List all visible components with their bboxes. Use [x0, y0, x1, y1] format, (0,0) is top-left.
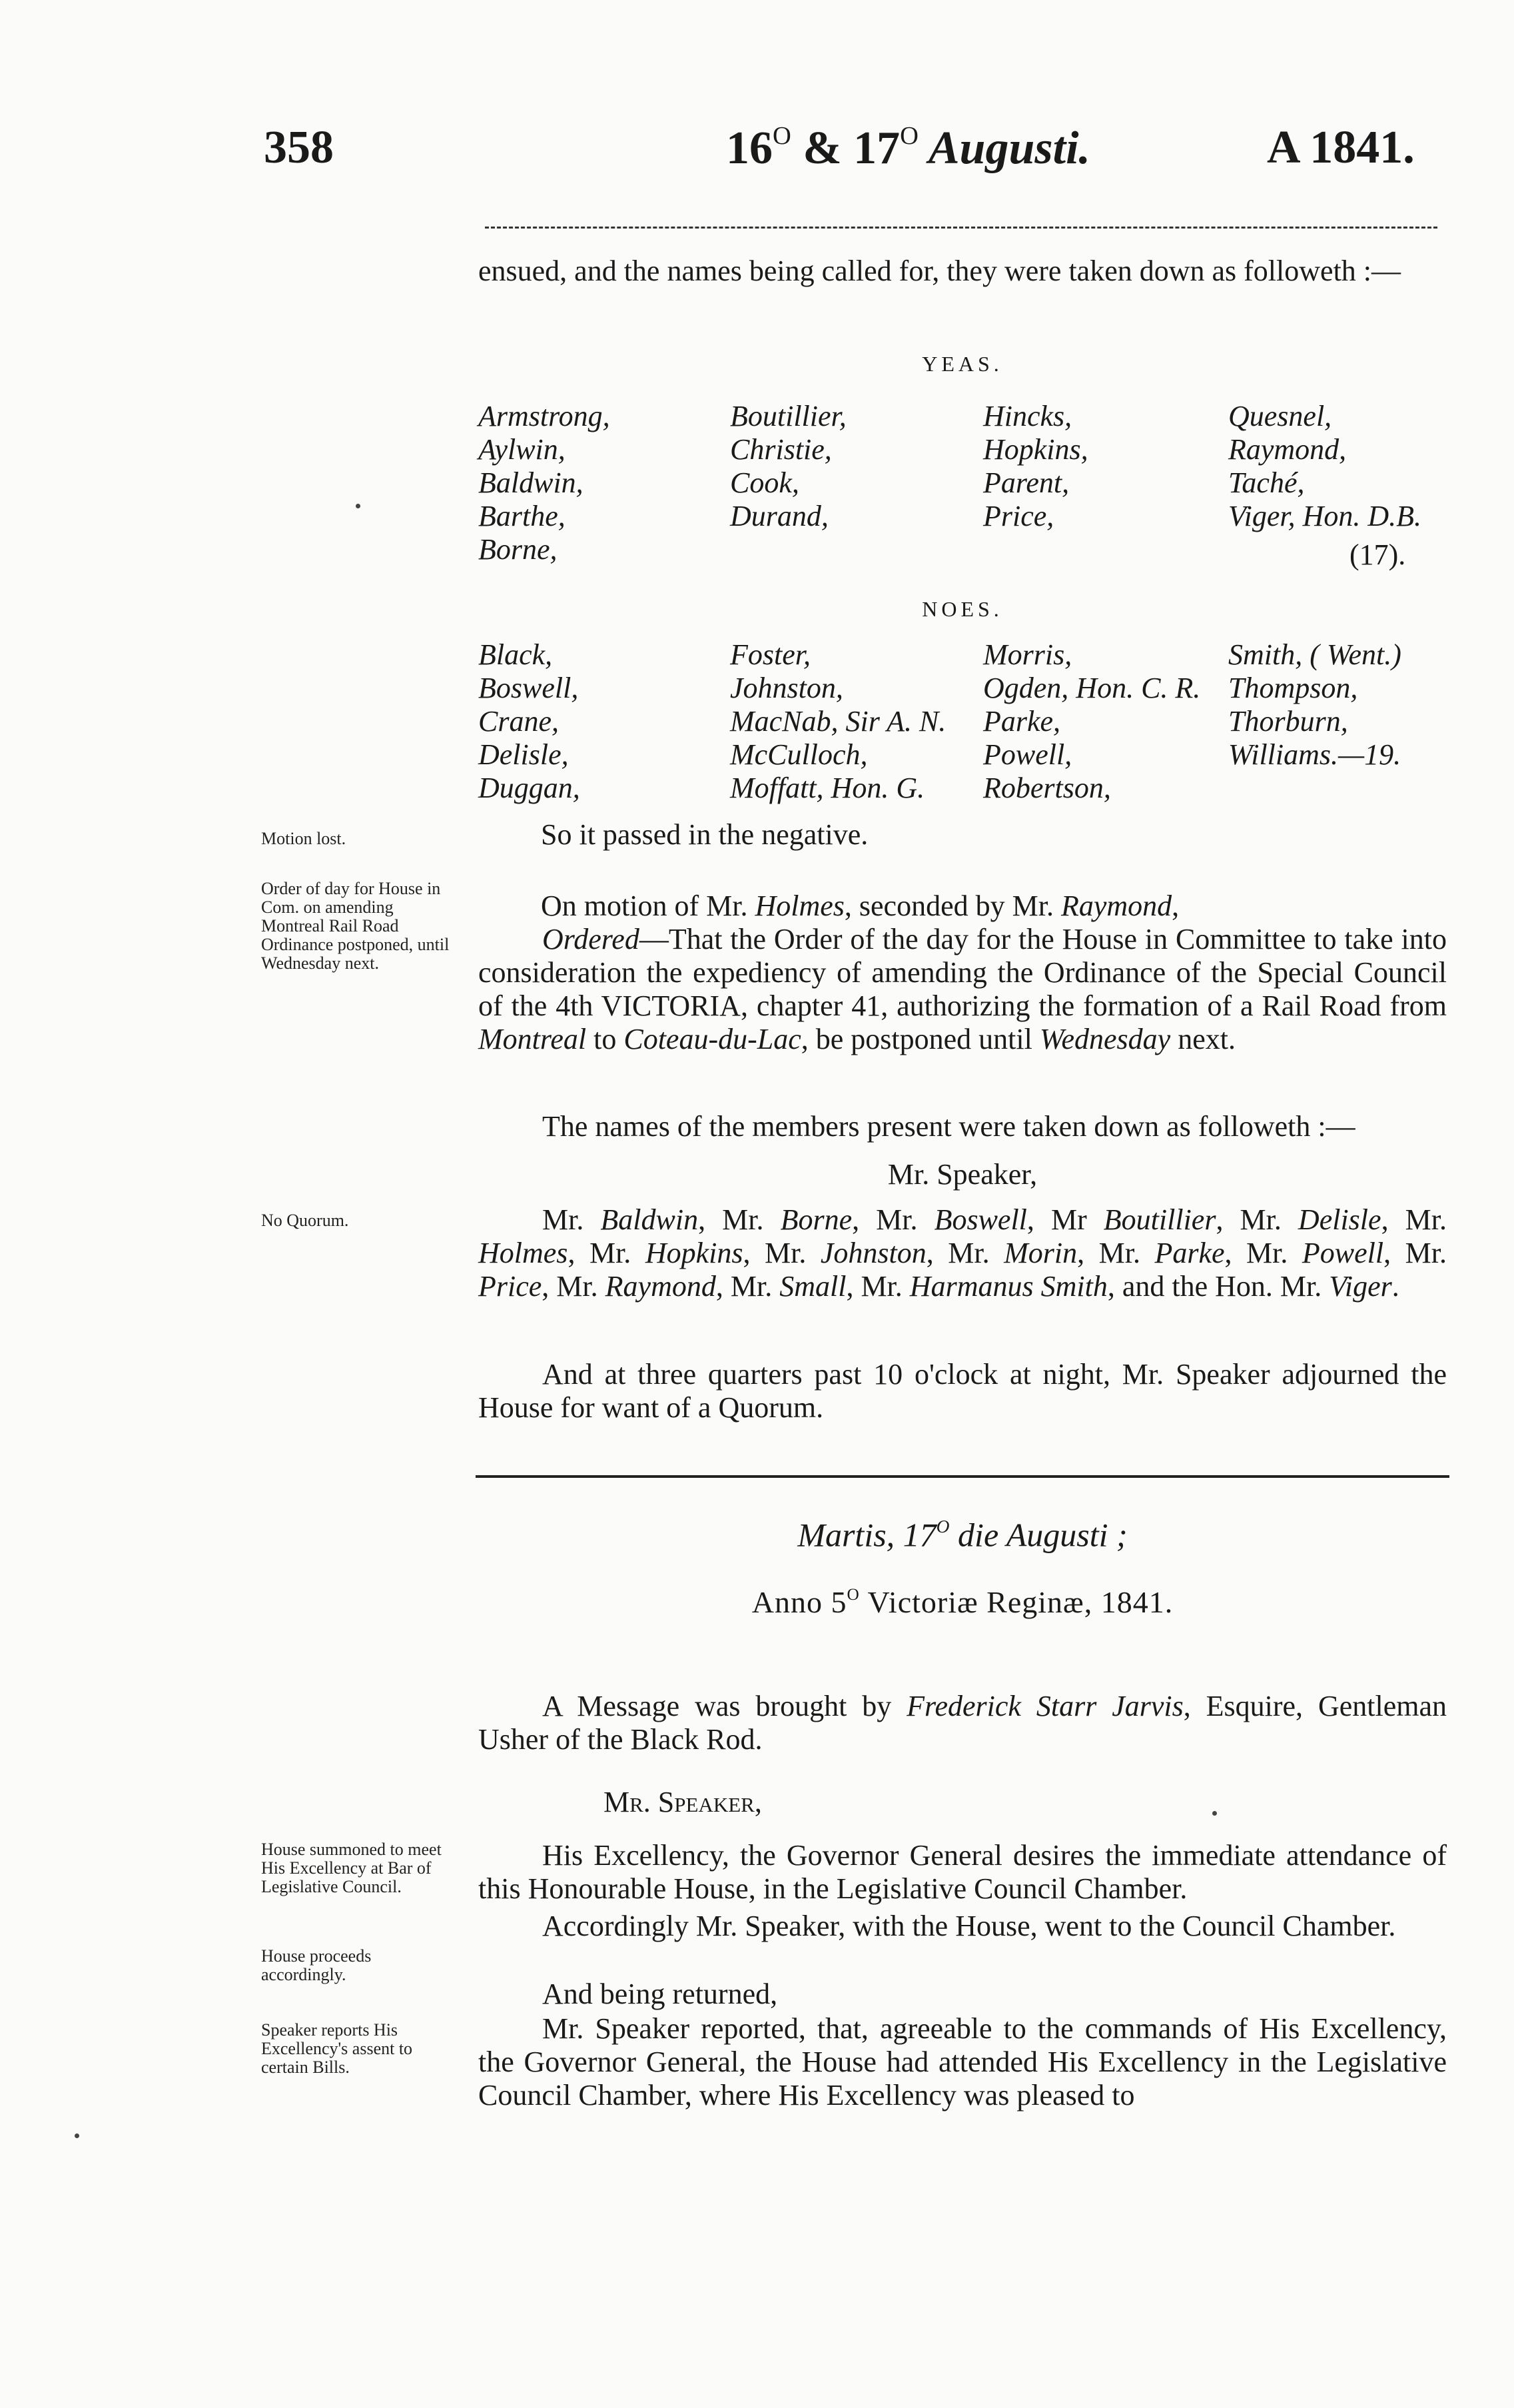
running-year: A 1841. [1267, 122, 1415, 173]
section-rule [476, 1475, 1449, 1478]
regnal-year-b: Victoriæ Reginæ, 1841. [859, 1584, 1174, 1619]
place-coteau: Coteau-du-Lac [623, 1023, 801, 1055]
header-rule [485, 227, 1437, 229]
noes-table [478, 638, 1447, 812]
regnal-year-sup: O [847, 1585, 860, 1604]
margin-note-house-proceeds: House proceeds accordingly. [261, 1946, 372, 1984]
message-text: A Message was brought by [542, 1690, 907, 1722]
member-present-name: Boswell [934, 1203, 1027, 1236]
yea-member-name: Armstrong, [478, 400, 610, 432]
member-present-name: Delisle [1298, 1203, 1381, 1236]
members-list [478, 1203, 1447, 1303]
yeas-count: (17). [1349, 538, 1406, 571]
noe-member-name: McCulloch, [730, 738, 868, 771]
member-present-name: Viger [1329, 1270, 1392, 1303]
yea-member-name: Barthe, [478, 500, 566, 532]
member-present-name: Johnston [820, 1237, 927, 1269]
noe-member-name: Morris, [983, 638, 1072, 671]
member-present-name: Borne [780, 1203, 853, 1236]
noe-member-name: Ogden, Hon. C. R. [983, 672, 1201, 704]
date-conjunction: & [791, 122, 854, 174]
noe-member-name: Williams.—19. [1228, 738, 1401, 771]
members-separator: Mr. [542, 1203, 601, 1236]
members-separator: , and the Hon. Mr. [1107, 1270, 1329, 1303]
members-separator: , Mr. [743, 1237, 821, 1269]
message-text: , Esquire, Gentleman Usher of the Black Rod. [478, 1690, 1447, 1756]
reported-paragraph: Mr. Speaker reported, that, agreeable to the commands of His Excellency, the Governor General, the House had attended His Excellency in the Legislative Council Chamber, where His Excellency was pleased to [478, 2012, 1447, 2111]
day-title-a: Martis, 17 [797, 1516, 937, 1554]
yea-member-name: Baldwin, [478, 466, 583, 499]
members-separator: . [1391, 1270, 1399, 1303]
motion-text: , seconded by Mr. [844, 890, 1061, 922]
yea-member-name: Aylwin, [478, 433, 566, 466]
motion-line [541, 890, 1447, 923]
yea-member-name: Viger, Hon. D.B. [1228, 500, 1422, 532]
members-separator: , Mr. [1383, 1237, 1447, 1269]
date-day-1: 16 [726, 122, 773, 174]
day-wednesday: Wednesday [1039, 1023, 1171, 1055]
margin-note-motion-lost: Motion lost. [261, 829, 346, 848]
member-present-name: Hopkins [645, 1237, 743, 1269]
ordered-text: next. [1170, 1023, 1236, 1055]
members-separator: , Mr. [852, 1203, 935, 1236]
date-sup-2: O [900, 122, 919, 150]
ordered-paragraph [478, 923, 1447, 1056]
member-present-name: Baldwin [600, 1203, 699, 1236]
messenger-name: Frederick Starr Jarvis [907, 1690, 1184, 1722]
yea-member-name: Hopkins, [983, 433, 1088, 466]
noes-heading: NOES. [922, 597, 1003, 621]
ordered-word: Ordered [542, 923, 639, 955]
members-separator: , Mr. [568, 1237, 645, 1269]
noe-member-name: Johnston, [730, 672, 843, 704]
margin-note-order-postponed: Order of day for House in Com. on amending Montreal Rail Road Ordinance postponed, until Wednesday next. [261, 879, 450, 973]
date-month: Augusti. [918, 122, 1091, 174]
adjourn-paragraph: And at three quarters past 10 o'clock at night, Mr. Speaker adjourned the House for want of a Quorum. [478, 1358, 1447, 1424]
members-separator: , Mr. [542, 1270, 605, 1303]
noe-member-name: Delisle, [478, 738, 569, 771]
noe-member-name: Smith, ( Went.) [1228, 638, 1401, 671]
members-separator: , Mr. [926, 1237, 1004, 1269]
noe-member-name: Black, [478, 638, 553, 671]
yea-member-name: Parent, [983, 466, 1070, 499]
yea-member-name: Quesnel, [1228, 400, 1332, 432]
yea-member-name: Boutillier, [730, 400, 847, 432]
noe-member-name: Thompson, [1228, 672, 1358, 704]
running-title [726, 121, 1090, 175]
yea-member-name: Cook, [730, 466, 799, 499]
margin-note-no-quorum: No Quorum. [261, 1211, 349, 1230]
regnal-year-a: Anno 5 [751, 1584, 847, 1619]
members-separator: , Mr. [1077, 1237, 1155, 1269]
noe-member-name: Robertson, [983, 772, 1111, 804]
ordered-text: —That the Order of the day for the House in Committee to take into consideration the expediency of amending the Ordinance of the Special Council of the 4th VICTORIA, chapter 41, authorizing the formation of a Rail Road from [478, 923, 1447, 1022]
member-present-name: Raymond [605, 1270, 716, 1303]
noe-member-name: Duggan, [478, 772, 580, 804]
margin-note-speaker-reports: Speaker reports His Excellency's assent to certain Bills. [261, 2020, 413, 2077]
noe-member-name: Powell, [983, 738, 1072, 771]
members-separator: , Mr. [1216, 1203, 1298, 1236]
noe-member-name: Moffatt, Hon. G. [730, 772, 925, 804]
members-separator: , Mr. [846, 1270, 910, 1303]
noe-member-name: Crane, [478, 705, 559, 738]
noe-member-name: Foster, [730, 638, 811, 671]
member-present-name: Holmes [478, 1237, 568, 1269]
yea-member-name: Durand, [730, 500, 829, 532]
stray-mark [75, 2133, 79, 2138]
members-speaker: Mr. Speaker, [887, 1158, 1038, 1191]
mover-name: Holmes [755, 890, 845, 922]
noe-member-name: MacNab, Sir A. N. [730, 705, 946, 738]
member-present-name: Price [478, 1270, 542, 1303]
yeas-table [478, 400, 1447, 573]
day-title [478, 1510, 1447, 1552]
yea-member-name: Price, [983, 500, 1054, 532]
page-number: 358 [264, 122, 334, 173]
member-present-name: Morin [1004, 1237, 1078, 1269]
member-present-name: Small [779, 1270, 847, 1303]
members-separator: , Mr. [698, 1203, 781, 1236]
message-paragraph [478, 1690, 1447, 1756]
day-title-sup: O [936, 1516, 950, 1536]
noe-member-name: Boswell, [478, 672, 579, 704]
stray-mark [356, 504, 360, 508]
yea-member-name: Borne, [478, 533, 558, 566]
message-text-paragraph: His Excellency, the Governor General desires the immediate attendance of this Honourable House, in the Legislative Council Chamber. [478, 1839, 1447, 1905]
members-separator: , Mr. [1381, 1203, 1447, 1236]
member-present-name: Boutillier [1103, 1203, 1216, 1236]
noe-member-name: Thorburn, [1228, 705, 1348, 738]
members-intro: The names of the members present were taken down as followeth :— [542, 1110, 1355, 1143]
day-title-b: die Augusti ; [949, 1516, 1128, 1554]
place-montreal: Montreal [478, 1023, 587, 1055]
yea-member-name: Christie, [730, 433, 832, 466]
accordingly-paragraph: Accordingly Mr. Speaker, with the House, went to the Council Chamber. [542, 1910, 1396, 1942]
yea-member-name: Raymond, [1228, 433, 1347, 466]
date-day-2: 17 [853, 122, 901, 174]
stray-mark [1212, 1811, 1217, 1816]
members-separator: , Mr. [1224, 1237, 1302, 1269]
division-result: So it passed in the negative. [541, 818, 869, 851]
margin-note-house-summoned: House summoned to meet His Excellency at Bar of Legislative Council. [261, 1840, 442, 1896]
members-separator: , Mr. [715, 1270, 780, 1303]
noe-member-name: Parke, [983, 705, 1061, 738]
date-sup-1: O [773, 122, 791, 150]
yea-member-name: Taché, [1228, 466, 1305, 499]
member-present-name: Powell [1302, 1237, 1384, 1269]
yeas-heading: YEAS. [922, 352, 1003, 376]
returned-paragraph: And being returned, [542, 1978, 778, 2010]
division-intro: ensued, and the names being called for, they were taken down as followeth :— [478, 255, 1401, 287]
ordered-text: to [586, 1023, 624, 1055]
member-present-name: Parke [1154, 1237, 1225, 1269]
motion-text: , [1172, 890, 1180, 922]
regnal-year [478, 1578, 1447, 1619]
motion-text: On motion of Mr. [541, 890, 755, 922]
ordered-text: , be postponed until [801, 1023, 1040, 1055]
yea-member-name: Hincks, [983, 400, 1072, 432]
member-present-name: Harmanus Smith [909, 1270, 1108, 1303]
message-salutation: Mr. Speaker, [603, 1786, 762, 1818]
seconder-name: Raymond [1060, 890, 1172, 922]
members-separator: , Mr [1026, 1203, 1104, 1236]
